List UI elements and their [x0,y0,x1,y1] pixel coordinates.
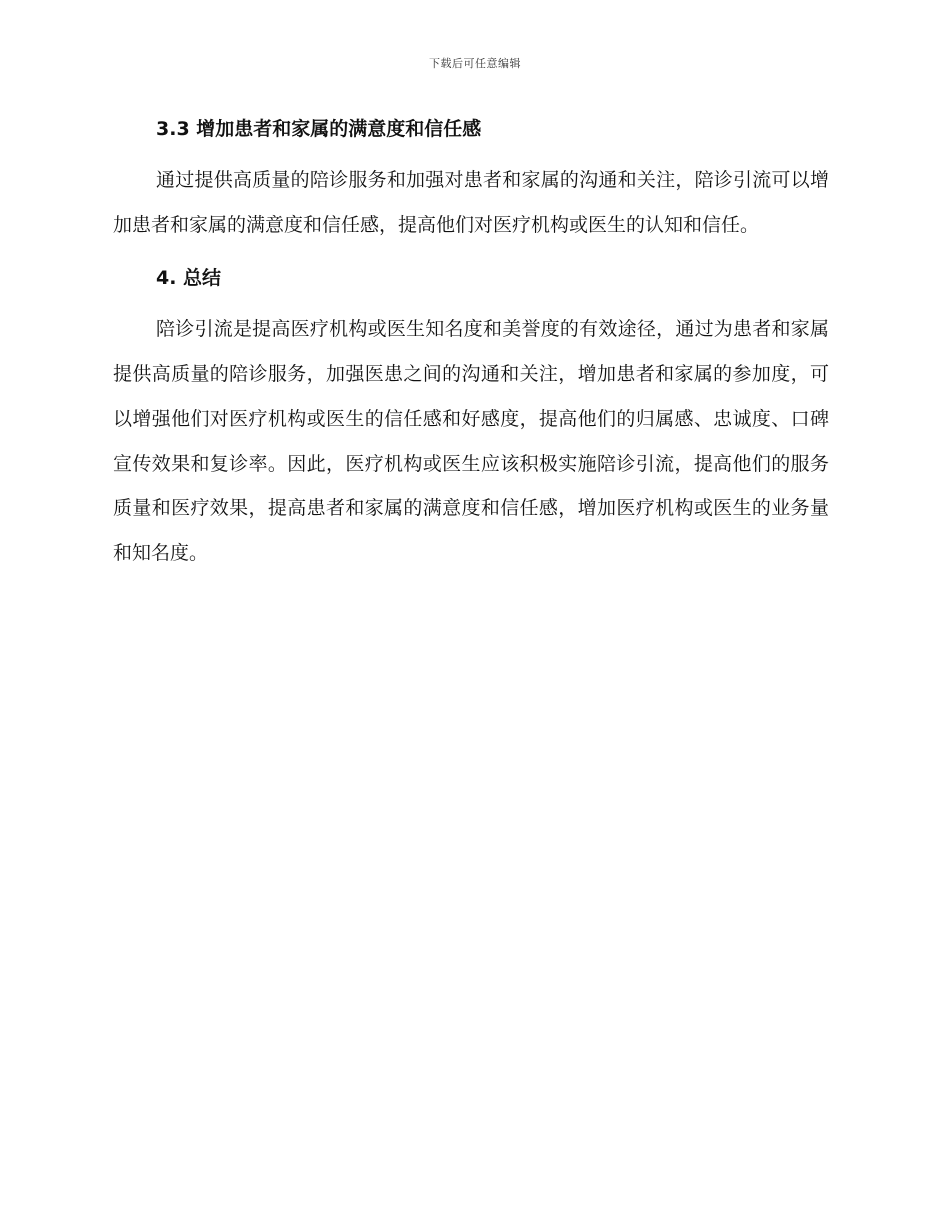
section-heading-4: 4. 总结 [156,267,222,290]
section-heading-3-3: 3.3 增加患者和家属的满意度和信任感 [156,118,482,140]
document-body [113,112,829,576]
section-3-3-paragraph: 通过提供高质量的陪诊服务和加强对患者和家属的沟通和关注，陪诊引流可以增加患者和家属的满意度和信任感，提高他们对医疗机构或医生的认知和信任。 [113,169,829,236]
header-note: 下载后可任意编辑 [429,57,521,70]
section-4-paragraph: 陪诊引流是提高医疗机构或医生知名度和美誉度的有效途径，通过为患者和家属提供高质量的陪诊服务，加强医患之间的沟通和关注，增加患者和家属的参加度，可以增强他们对医疗机构或医生的信任感和好感度，提高他们的归属感、忠诚度、口碑宣传效果和复诊率。因此，医疗机构或医生应该积极实施陪诊引流，提高他们的服务质量和医疗效果，提高患者和家属的满意度和信任感，增加医疗机构或医生的业务量和知名度。 [113,318,829,564]
